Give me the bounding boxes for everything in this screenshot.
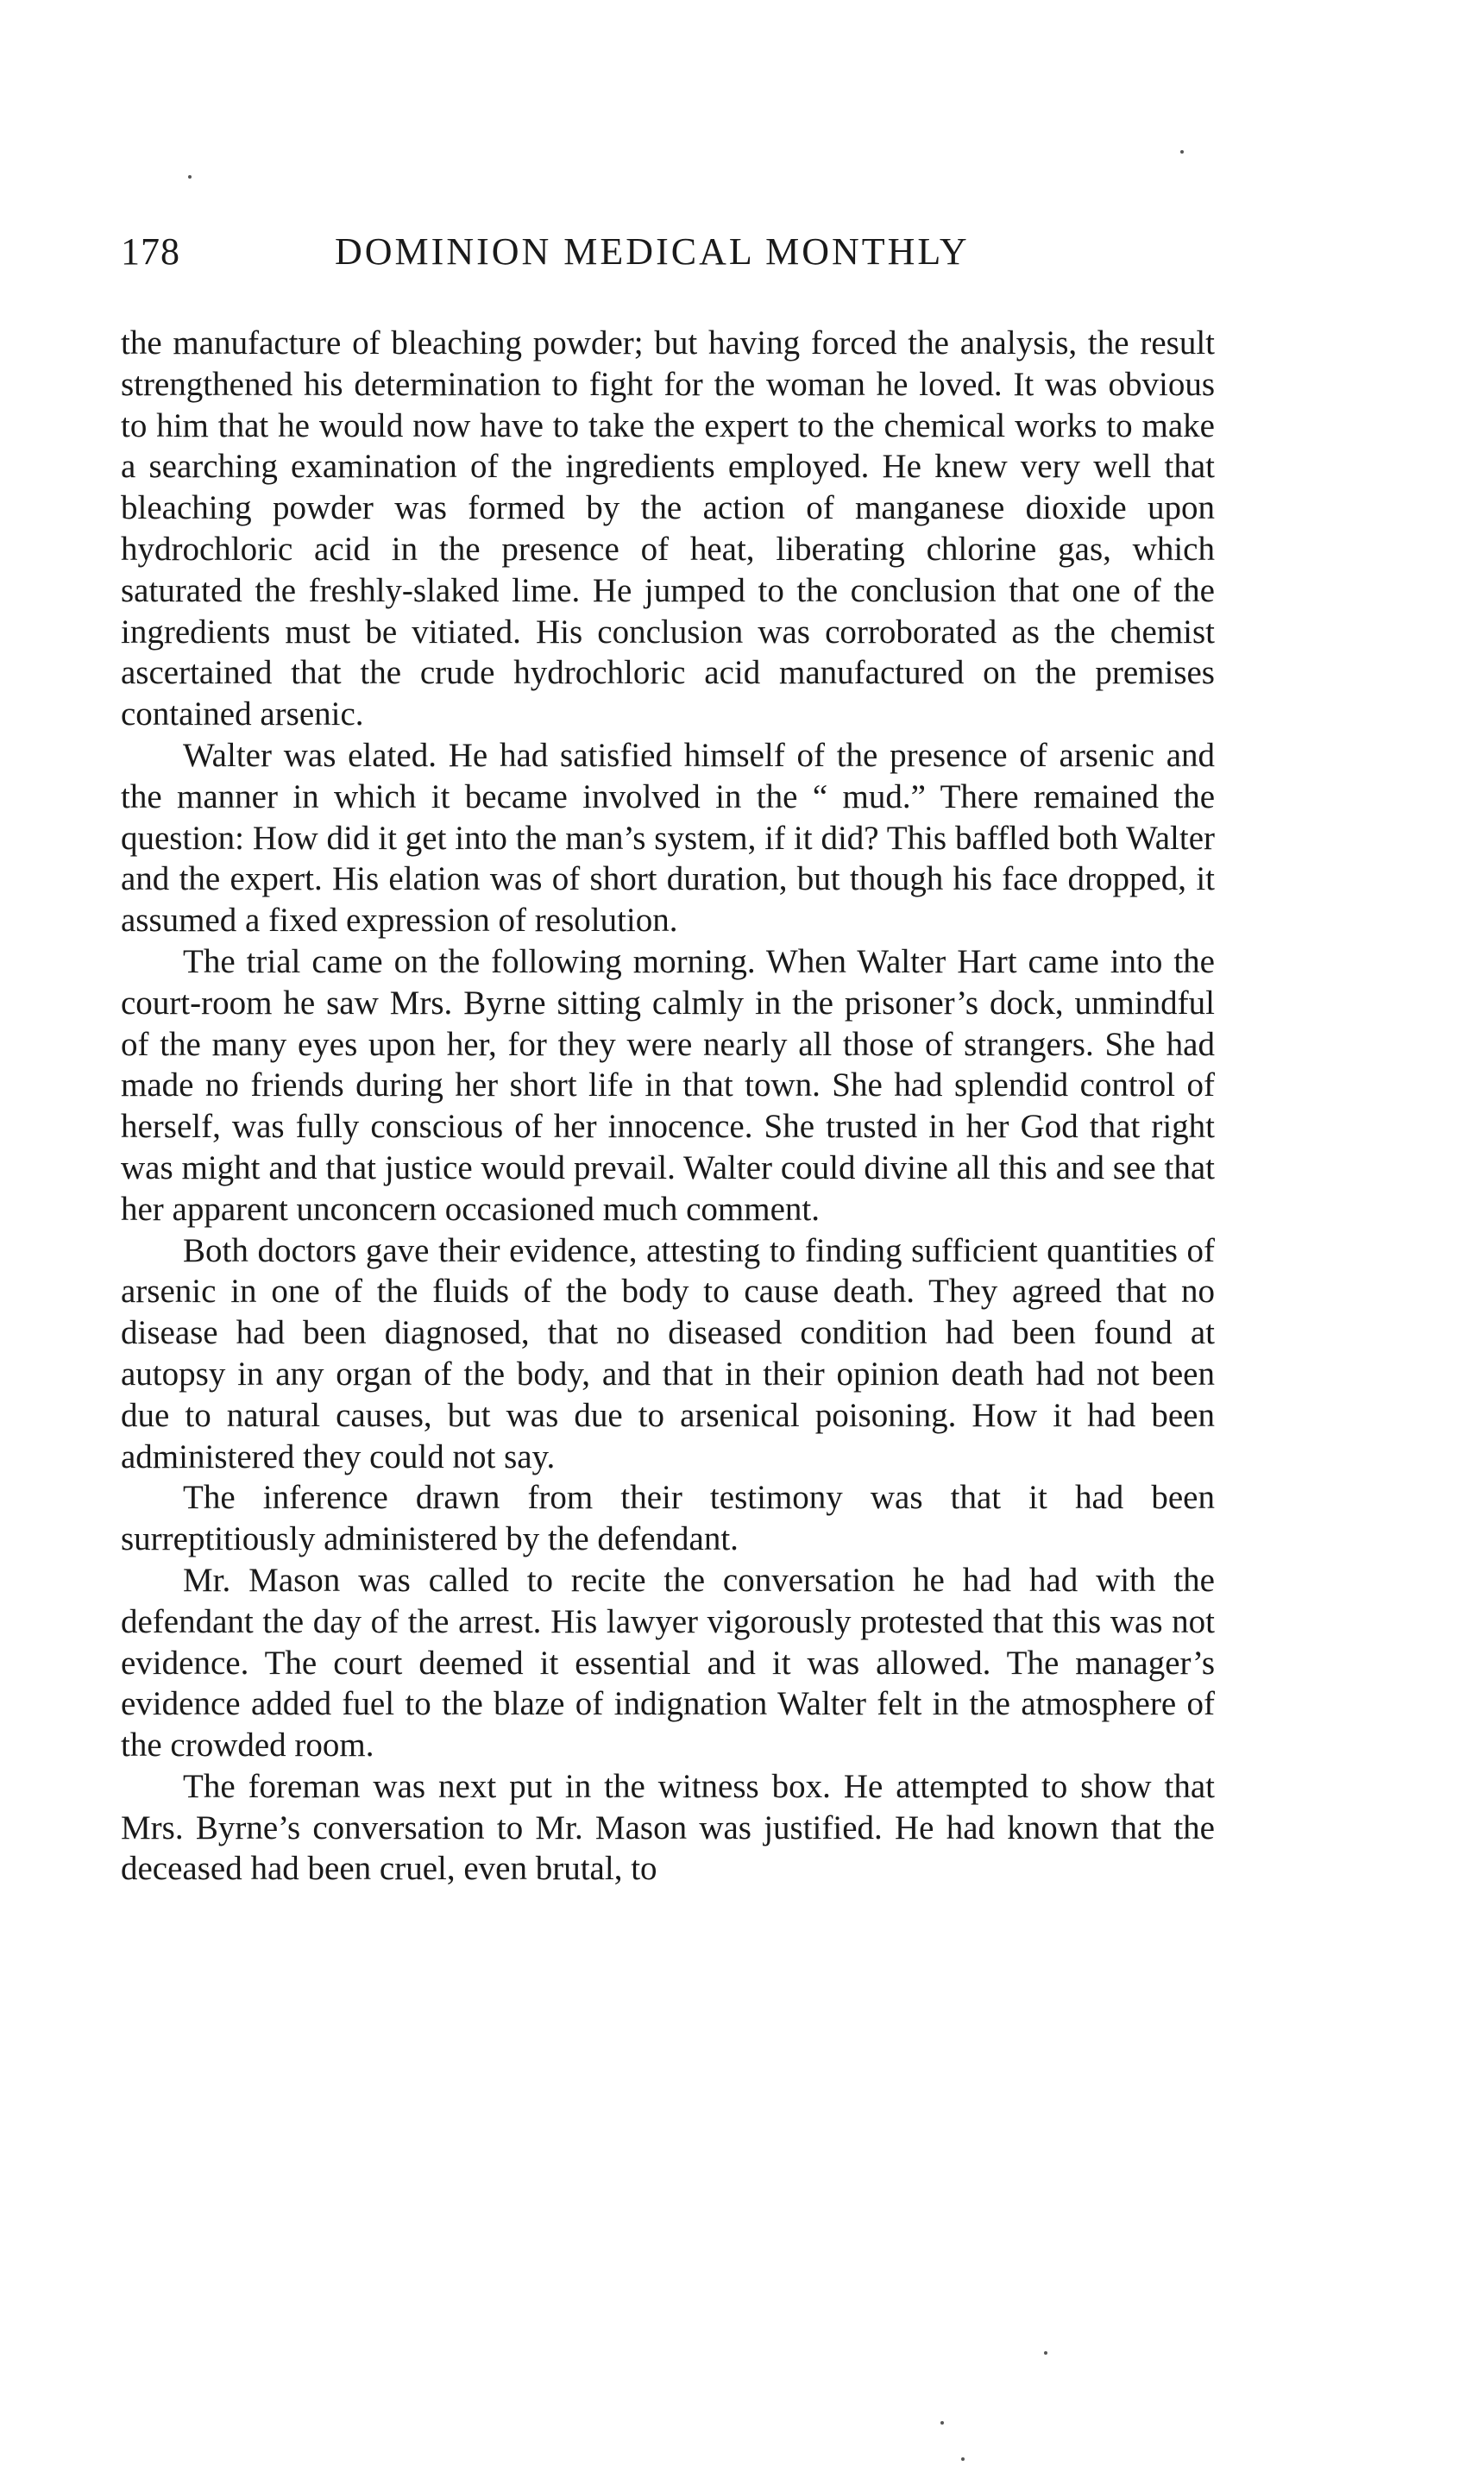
paper-speck [940,2421,944,2425]
paper-speck [1180,150,1184,154]
paper-speck [1044,2351,1047,2355]
paragraph-5: The inference drawn from their testimony was that it had been surreptitiously administered by the defendant. [121,1479,1215,1558]
paragraph-1: the manufacture of bleaching powder; but having forced the analysis, the result strengthened his determination to fight for the woman he loved. It was obvious to him that he would now have to take the expert to the chemical works to make a searching examination of the ingredients employed. He knew very well that bleaching powder was formed by the action of manganese dioxide upon hydrochloric acid in the presence of heat, liberating chlorine gas, which saturated the freshly-slaked lime. He jumped to the conclusion that one of the ingredients must be vitiated. His conclusion was corroborated as the chemist ascertained that the crude hydrochloric acid manufactured on the premises contained arsenic. [121,324,1215,733]
page-number: 178 [121,230,180,273]
journal-title: DOMINION MEDICAL MONTHLY [335,230,970,273]
paragraph-3: The trial came on the following morning. When Walter Hart came into the court-room he saw Mrs. Byrne sitting calmly in the prisoner’s dock, unmindful of the many eyes upon her, for they were nearly all those of strangers. She had made no friends during her short life in that town. She had splendid control of herself, was fully conscious of her innocence. She trusted in her God that right was might and that justice would prevail. Walter could divine all this and see that her apparent unconcern occasioned much comment. [121,942,1215,1228]
paper-speck [188,175,192,179]
body-text [121,323,1215,1890]
paragraph-4: Both doctors gave their evidence, attesting to finding sufficient quantities of arsenic in one of the fluids of the body to cause death. They agreed that no disease had been diagnosed, that no diseased condition had been found at autopsy in any organ of the body, and that in their opinion death had not been due to natural causes, but was due to arsenical poisoning. How it had been administered they could not say. [121,1231,1215,1475]
paragraph-6: Mr. Mason was called to recite the conversation he had had with the defendant the day of the arrest. His lawyer vigorously protested that this was not evidence. The court deemed it essential and it was allowed. The manager’s evidence added fuel to the blaze of indignation Walter felt in the atmosphere of the crowded room. [121,1561,1215,1764]
paper-speck [961,2457,965,2461]
running-head [121,226,1018,278]
paragraph-7: The foreman was next put in the witness box. He attempted to show that Mrs. Byrne’s conversation to Mr. Mason was justified. He had known that the deceased had been cruel, even brutal, to [121,1767,1215,1888]
paragraph-2: Walter was elated. He had satisfied himself of the presence of arsenic and the manner in which it became involved in the “ mud.” There remained the question: How did it get into the man’s system, if it did? This baffled both Walter and the expert. His elation was of short duration, but though his face dropped, it assumed a fixed expression of resolution. [121,736,1215,940]
